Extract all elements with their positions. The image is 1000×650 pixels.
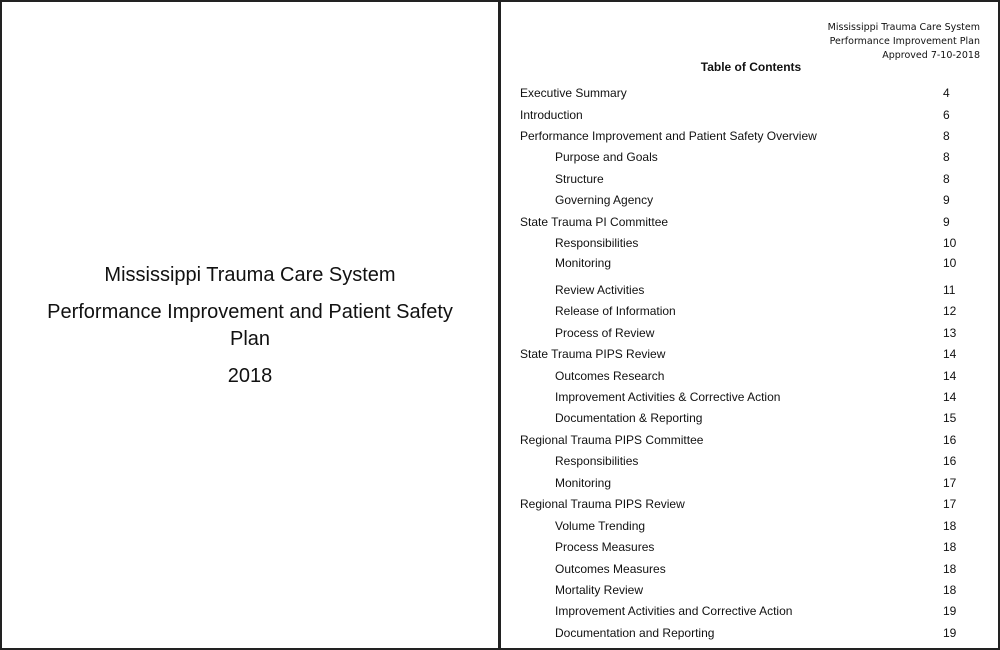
toc-entry-page: 6 [943, 108, 950, 122]
toc-entry[interactable] [501, 149, 998, 165]
toc-entry[interactable] [501, 496, 998, 512]
cover-year: 2018 [227, 365, 273, 387]
header-line-approved: Approved 7-10-2018 [882, 50, 980, 61]
toc-entry[interactable] [501, 128, 998, 144]
toc-entry-page: 10 [943, 236, 957, 250]
toc-entry-label: Executive Summary [520, 86, 627, 100]
toc-entry-page: 9 [943, 193, 950, 207]
toc-entry[interactable] [501, 453, 998, 469]
toc-entry[interactable] [501, 432, 998, 448]
toc-entry-page: 10 [943, 256, 957, 270]
header-line-org: Mississippi Trauma Care System [827, 22, 980, 33]
toc-entry[interactable] [501, 303, 998, 319]
running-header [828, 21, 980, 63]
toc-entry[interactable] [501, 346, 998, 362]
toc-entry[interactable] [501, 282, 998, 298]
toc-entry-label: Documentation and Reporting [555, 626, 715, 640]
toc-entry-label: Documentation & Reporting [555, 411, 703, 425]
cover-subtitle-line-2: Plan [229, 328, 271, 350]
toc-entry-page: 13 [943, 326, 957, 340]
toc-entry-label: Responsibilities [555, 236, 639, 250]
toc-entry-page: 15 [943, 411, 957, 425]
toc-entry-page: 18 [943, 519, 957, 533]
toc-entry-page: 14 [943, 347, 957, 361]
toc-entry-page: 11 [943, 283, 956, 297]
toc-entry-label: Review Activities [555, 283, 645, 297]
toc-entry[interactable] [501, 582, 998, 598]
cover-title: Mississippi Trauma Care System [104, 264, 396, 286]
toc-entry-page: 12 [943, 304, 957, 318]
toc-entry-page: 4 [943, 86, 950, 100]
toc-entry-label: Process Measures [555, 540, 655, 554]
toc-entry-label: State Trauma PIPS Review [520, 347, 666, 361]
toc-entry[interactable] [501, 214, 998, 230]
toc-entry[interactable] [501, 107, 998, 123]
toc-entry-label: Monitoring [555, 476, 612, 490]
cover-subtitle-line-1: Performance Improvement and Patient Safety [47, 301, 453, 323]
toc-entry-label: Improvement Activities & Corrective Action [555, 390, 781, 404]
toc-entry-page: 19 [943, 604, 957, 618]
toc-entry[interactable] [501, 475, 998, 491]
toc-entry-page: 14 [943, 369, 957, 383]
toc-entry-page: 16 [943, 454, 957, 468]
toc-entry-page: 16 [943, 433, 957, 447]
toc-entry[interactable] [501, 603, 998, 619]
toc-entry-page: 8 [943, 172, 950, 186]
toc-entry[interactable] [501, 192, 998, 208]
toc-entry-page: 17 [943, 476, 957, 490]
toc-entry-label: Purpose and Goals [555, 150, 658, 164]
toc-entry-page: 9 [943, 215, 950, 229]
toc-entry[interactable] [501, 85, 998, 101]
toc-entry-label: Mortality Review [555, 583, 644, 597]
toc-entry-label: Process of Review [555, 326, 655, 340]
toc-entry-page: 18 [943, 583, 957, 597]
toc-entry[interactable] [501, 410, 998, 426]
toc-entry-label: Monitoring [555, 256, 612, 270]
toc-entry-label: Outcomes Measures [555, 562, 666, 576]
toc-entry[interactable] [501, 325, 998, 341]
toc-entry-page: 14 [943, 390, 957, 404]
toc-entry-page: 8 [943, 150, 950, 164]
toc-entry-label: Volume Trending [555, 519, 646, 533]
toc-entry-page: 19 [943, 626, 957, 640]
toc-entry-label: Structure [555, 172, 604, 186]
toc-entry[interactable] [501, 539, 998, 555]
toc-entry-label: Performance Improvement and Patient Safety Overview [520, 129, 817, 143]
toc-entry[interactable] [501, 255, 998, 271]
toc-entry-page: 8 [943, 129, 950, 143]
cover-page [2, 2, 498, 648]
toc-entry-label: Introduction [520, 108, 583, 122]
toc-entry-label: Responsibilities [555, 454, 639, 468]
header-line-plan: Performance Improvement Plan [829, 36, 980, 47]
toc-entry-page: 18 [943, 562, 957, 576]
toc-entry-label: Regional Trauma PIPS Committee [520, 433, 704, 447]
toc-entry-label: Outcomes Research [555, 369, 665, 383]
toc-entry-label: State Trauma PI Committee [520, 215, 669, 229]
toc-entry-label: Regional Trauma PIPS Review [520, 497, 685, 511]
toc-title: Table of Contents [700, 60, 802, 74]
toc-entry[interactable] [501, 368, 998, 384]
toc-entry-label: Governing Agency [555, 193, 654, 207]
toc-entry[interactable] [501, 561, 998, 577]
toc-page [501, 2, 998, 648]
toc-entry[interactable] [501, 235, 998, 251]
toc-entry-label: Release of Information [555, 304, 676, 318]
toc-entry[interactable] [501, 389, 998, 405]
toc-entry-page: 18 [943, 540, 957, 554]
toc-entry[interactable] [501, 171, 998, 187]
toc-entry[interactable] [501, 518, 998, 534]
toc-entry[interactable] [501, 625, 998, 641]
toc-entry-label: Improvement Activities and Corrective Action [555, 604, 793, 618]
toc-entry-page: 17 [943, 497, 957, 511]
